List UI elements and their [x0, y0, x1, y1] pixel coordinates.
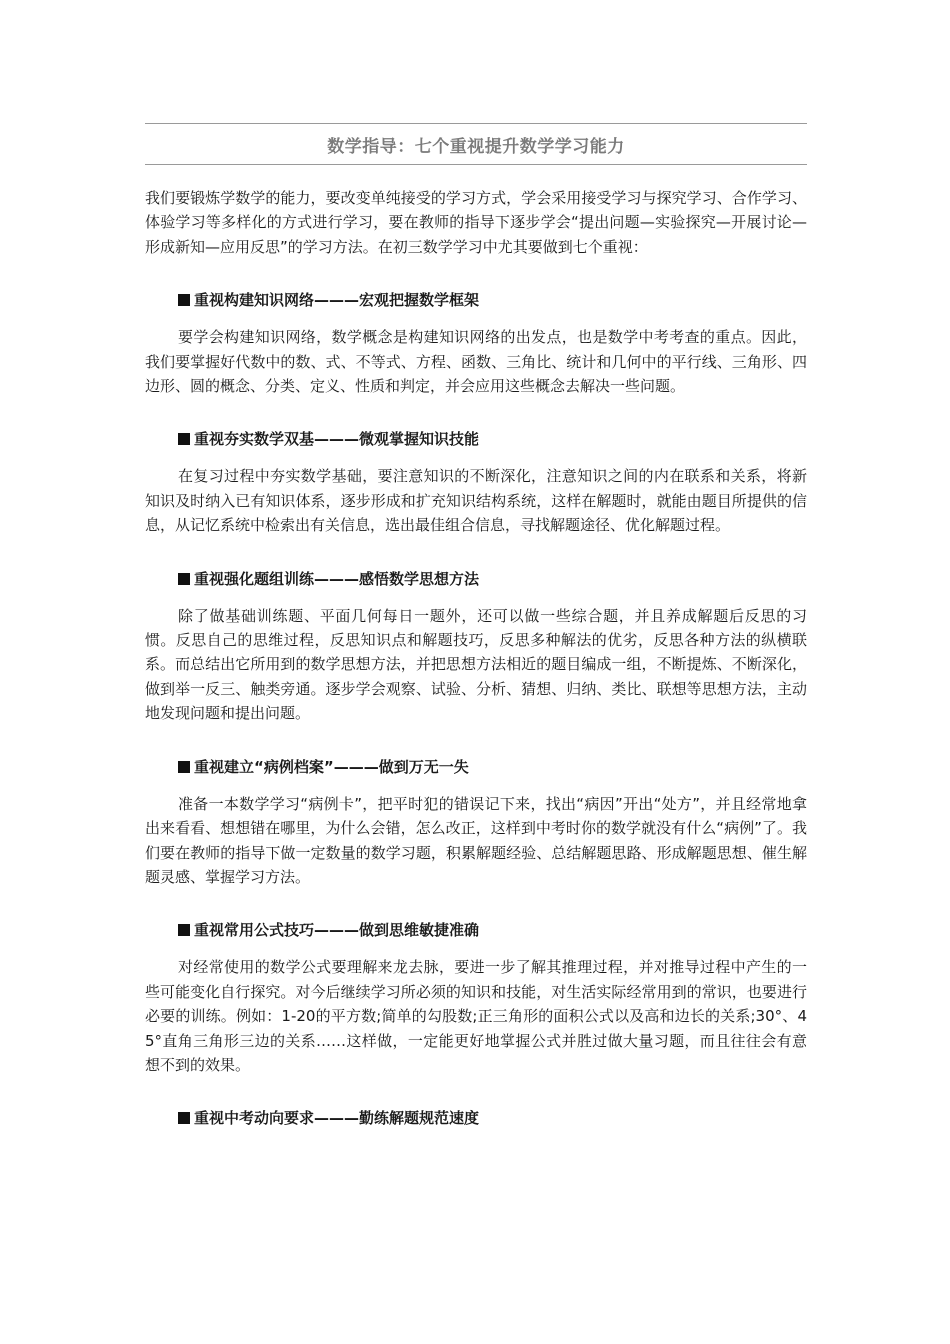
section-heading-text: 重视中考动向要求———勤练解题规范速度 — [194, 1109, 480, 1128]
section-body-4: 准备一本数学学习“病例卡”，把平时犯的错误记下来，找出“病因”开出“处方”，并且经常地拿出来看看、想想错在哪里，为什么会错，怎么改正，这样到中考时你的数学就没有什么“病例”了。我们要在教师的指导下做一定数量的数学习题，积累解题经验、总结解题思路、形成解题思想、催生解题灵感、掌握学习方法。 — [145, 794, 807, 886]
intro-paragraph: 我们要锻炼学数学的能力，要改变单纯接受的学习方式，学会采用接受学习与探究学习、合作学习、体验学习等多样化的方式进行学习，要在教师的指导下逐步学会“提出问题—实验探究—开展讨论—形成新知—应用反思”的学习方法。在初三数学学习中尤其要做到七个重视： — [145, 189, 807, 256]
square-bullet-icon — [178, 761, 190, 773]
page-title: 数学指导：七个重视提升数学学习能力 — [327, 136, 625, 157]
section-body-5: 对经常使用的数学公式要理解来龙去脉，要进一步了解其推理过程，并对推导过程中产生的一些可能变化自行探究。对今后继续学习所必须的知识和技能，对生活实际经常用到的常识，也要进行必要的训练。例如：1-20的平方数;简单的勾股数;正三角形的面积公式以及高和边长的关系;30°、45°直角三角形三边的关系……这样做，一定能更好地掌握公式并胜过做大量习题，而且往往会有意想不到的效果。 — [145, 958, 807, 1074]
section-heading-4 — [145, 756, 807, 778]
section-heading-5 — [145, 919, 807, 941]
section-heading-text: 重视建立“病例档案”———做到万无一失 — [194, 757, 469, 776]
section-heading-text: 重视构建知识网络———宏观把握数学框架 — [194, 291, 480, 310]
section-heading-text: 重视强化题组训练———感悟数学思想方法 — [194, 569, 480, 588]
square-bullet-icon — [178, 924, 190, 936]
section-heading-3 — [145, 568, 807, 590]
section-heading-text: 重视夯实数学双基———微观掌握知识技能 — [194, 430, 480, 449]
section-body-2: 在复习过程中夯实数学基础，要注意知识的不断深化，注意知识之间的内在联系和关系，将新知识及时纳入已有知识体系，逐步形成和扩充知识结构系统，这样在解题时，就能由题目所提供的信息，从记忆系统中检索出有关信息，选出最佳组合信息，寻找解题途径、优化解题过程。 — [145, 467, 807, 535]
section-heading-6 — [145, 1107, 807, 1129]
square-bullet-icon — [178, 433, 190, 445]
section-heading-1 — [145, 289, 807, 311]
title-bar — [145, 123, 807, 165]
section-body-1: 要学会构建知识网络，数学概念是构建知识网络的出发点，也是数学中考考查的重点。因此，我们要掌握好代数中的数、式、不等式、方程、函数、三角比、统计和几何中的平行线、三角形、四边形、圆的概念、分类、定义、性质和判定，并会应用这些概念去解决一些问题。 — [145, 328, 807, 396]
article-content — [145, 186, 807, 1129]
square-bullet-icon — [178, 294, 190, 306]
square-bullet-icon — [178, 573, 190, 585]
section-body-3: 除了做基础训练题、平面几何每日一题外，还可以做一些综合题，并且养成解题后反思的习惯。反思自己的思维过程，反思知识点和解题技巧，反思多种解法的优劣，反思各种方法的纵横联系。而总结出它所用到的数学思想方法，并把思想方法相近的题目编成一组，不断提炼、不断深化，做到举一反三、触类旁通。逐步学会观察、试验、分析、猜想、归纳、类比、联想等思想方法，主动地发现问题和提出问题。 — [145, 606, 807, 723]
section-heading-text: 重视常用公式技巧———做到思维敏捷准确 — [194, 921, 480, 940]
section-heading-2 — [145, 428, 807, 450]
square-bullet-icon — [178, 1112, 190, 1124]
